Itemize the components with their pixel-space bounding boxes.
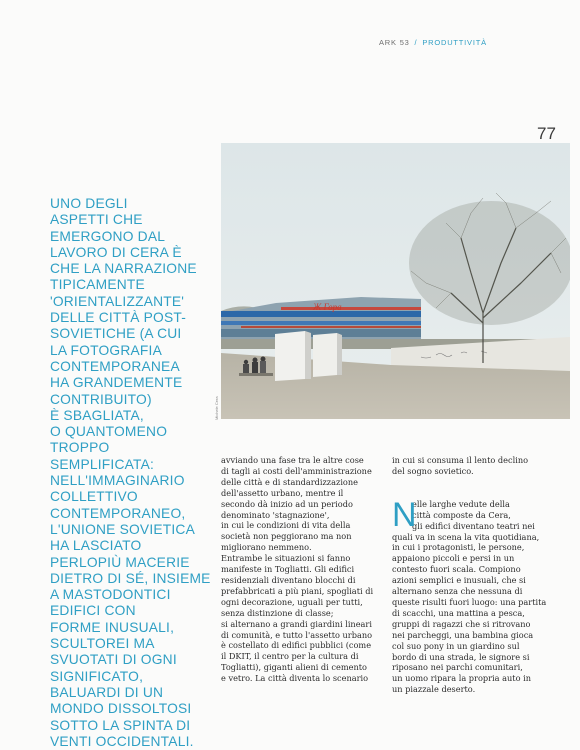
body-column-2: [392, 455, 552, 695]
pull-quote-line: O QUANTOMENO: [50, 424, 168, 440]
body-text-line: secondo dà inizio ad un periodo: [221, 498, 353, 509]
pull-quote-line: CONTEMPORANEA: [50, 358, 180, 374]
building-sign: Ж Гора: [313, 302, 342, 312]
body-text-line: avviando una fase tra le altre cose: [221, 455, 364, 465]
pull-quote-line: L'UNIONE SOVIETICA: [50, 521, 195, 537]
body-text-line: contesto fuori scala. Compiono: [392, 564, 521, 575]
body-text-line: riposano nei parchi comunitari,: [392, 662, 523, 673]
body-text-line: di comunità, e tutto l'assetto urbano: [221, 629, 373, 640]
pull-quote-line: NELL'IMMAGINARIO: [50, 473, 185, 489]
pull-quote-line: È SBAGLIATA,: [50, 407, 144, 423]
body-text-line: società non peggiorano ma non: [221, 531, 352, 542]
body-text-line: residenziali diventano blocchi di: [221, 574, 356, 585]
pull-quote-line: LAVORO DI CERA È: [50, 244, 182, 260]
pull-quote-line: SEMPLIFICATA:: [50, 456, 155, 472]
body-text-line: un piazzale deserto.: [392, 684, 476, 695]
body-text-line: di scacchi, una mattina a pesca,: [392, 607, 525, 618]
magazine-issue: ARK 53: [379, 38, 410, 47]
body-text-line: appaiono piccoli e persi in un: [392, 553, 515, 564]
dropcap-paragraph: [392, 495, 552, 695]
pull-quote-line: HA LASCIATO: [50, 538, 142, 554]
body-text-line: è costellato di edifici pubblici (come: [221, 640, 372, 651]
pull-quote-line: COLLETTIVO: [50, 489, 138, 505]
section-name: PRODUTTIVITÀ: [422, 38, 487, 47]
body-text-line: di tagli ai costi dell'amministrazione: [221, 465, 372, 476]
pull-quote-line: SCULTOREI MA: [50, 636, 155, 652]
running-head: [379, 38, 487, 47]
body-text-line: prefabbricati a più piani, spogliati di: [221, 585, 374, 596]
drop-cap: N: [392, 495, 417, 534]
body-text-line: senza distinzione di classe;: [221, 607, 334, 618]
pull-quote-line: HA GRANDEMENTE: [50, 375, 183, 391]
body-text-line: Togliatti), giganti alieni di cemento: [221, 662, 367, 673]
body-column-1: [221, 455, 384, 684]
body-text-line: in cui si consuma il lento declino: [392, 455, 529, 465]
pull-quote-line: PERLOPIÙ MACERIE: [50, 554, 190, 570]
pull-quote-line: CONTRIBUITO): [50, 391, 152, 407]
body-text-line: alternano senza che nessuna di: [392, 586, 523, 597]
body-text-line: denominato 'stagnazione',: [221, 509, 330, 520]
pull-quote-line: 'ORIENTALIZZANTE': [50, 293, 185, 309]
body-text-line: città composte da Cera,: [412, 509, 511, 520]
body-text-line: e vetro. La città diventa lo scenario: [221, 673, 369, 684]
pull-quote-line: DELLE CITTÀ POST-: [50, 310, 187, 326]
pull-quote-line: DIETRO DI SÉ, INSIEME: [50, 570, 211, 586]
pull-quote-line: BALUARDI DI UN: [50, 684, 164, 700]
pull-quote-line: TROPPO: [50, 440, 110, 456]
body-text-line: il DKIT, il centro per la cultura di: [221, 651, 359, 662]
page-number: 77: [537, 124, 556, 143]
pull-quote-line: EDIFICI CON: [50, 603, 136, 619]
pull-quote-line: A MASTODONTICI: [50, 587, 171, 603]
body-text-line: queste risulti fuori luogo: una partita: [392, 596, 547, 607]
header-separator: /: [414, 38, 418, 47]
body-text-line: gli edifici diventano teatri nei: [412, 520, 535, 531]
body-text-line: Entrambe le situazioni si fanno: [221, 553, 351, 564]
pull-quote-line: SOVIETICHE (A CUI: [50, 326, 182, 342]
body-text-line: nei parcheggi, una bambina gioca: [392, 629, 534, 640]
pull-quote-line: SOTTO LA SPINTA DI: [50, 717, 191, 733]
body-text-line: bordo di una strada, le signore si: [392, 651, 530, 662]
pull-quote-line: CHE LA NARRAZIONE: [50, 261, 197, 277]
photograph: [221, 143, 570, 419]
pull-quote-line: CONTEMPORANEO,: [50, 505, 186, 521]
body-text-line: delle città e di standardizzazione: [221, 476, 358, 487]
pull-quote-line: FORME INUSUALI,: [50, 619, 175, 635]
body-text-line: si alternano a grandi giardini lineari: [221, 618, 372, 629]
body-text-line: migliorano nemmeno.: [221, 542, 312, 553]
pull-quote-line: ASPETTI CHE: [50, 212, 143, 228]
photo-credit: Michele Cera: [214, 396, 219, 420]
body-text-line: dell'assetto urbano, mentre il: [221, 487, 344, 498]
pull-quote-line: SVUOTATI DI OGNI: [50, 652, 177, 668]
body-text-line: in cui le condizioni di vita della: [221, 520, 351, 531]
pull-quote: [50, 196, 211, 750]
body-text-line: manifeste in Togliatti. Gli edifici: [221, 564, 355, 575]
pull-quote-line: SIGNIFICATO,: [50, 668, 144, 684]
pull-quote-line: VENTI OCCIDENTALI.: [50, 733, 194, 749]
pull-quote-line: TIPICAMENTE: [50, 277, 145, 293]
body-text-line: quali va in scena la vita quotidiana,: [392, 531, 540, 542]
pull-quote-line: UNO DEGLI: [50, 196, 128, 211]
pull-quote-line: LA FOTOGRAFIA: [50, 342, 162, 358]
body-text-line: un uomo ripara la propria auto in: [392, 673, 532, 684]
body-text-line: ogni decorazione, uguali per tutti,: [221, 596, 363, 607]
pull-quote-line: MONDO DISSOLTOSI: [50, 701, 192, 717]
body-text-line: col suo pony in un giardino sul: [392, 640, 520, 651]
pull-quote-line: EMERGONO DAL: [50, 228, 166, 244]
body-text-line: azioni semplici e inusuali, che si: [392, 575, 526, 586]
body-text-line: del sogno sovietico.: [392, 465, 474, 476]
paragraph-continued: [392, 532, 552, 696]
body-text-line: elle larghe vedute della: [412, 498, 510, 509]
column-2-intro: [392, 455, 552, 477]
body-text-line: gruppi di ragazzi che si ritrovano: [392, 618, 531, 629]
body-text-line: in cui i protagonisti, le persone,: [392, 542, 525, 553]
